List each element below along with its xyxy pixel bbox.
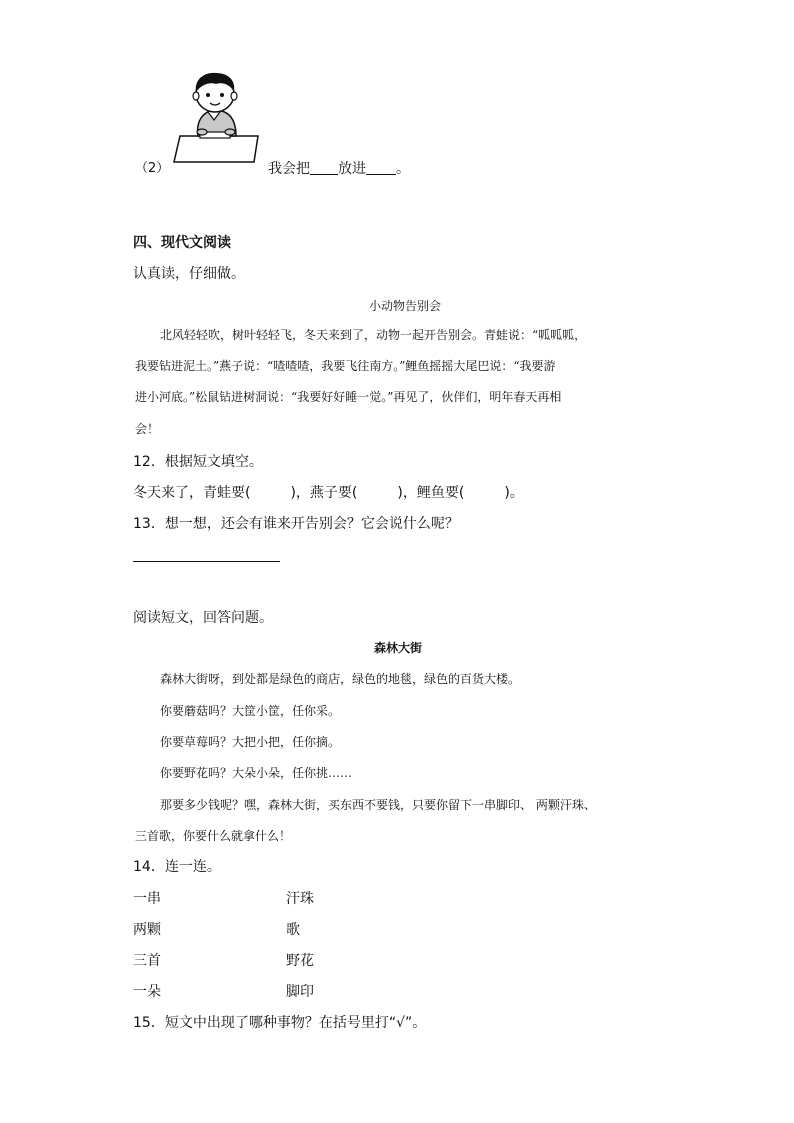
question-12-sentence [133,484,524,502]
sentence-prefix: 我会把 [268,161,310,177]
question-12-label: 12．根据短文填空。 [133,454,263,470]
match-right-item[interactable]: 野花 [286,953,314,969]
match-right-item[interactable]: 脚印 [286,984,314,1000]
answer-line[interactable] [133,561,280,562]
blank-2[interactable] [366,160,396,175]
passage-line: 北风轻轻吹，树叶轻轻飞，冬天来到了，动物一起开告别会。青蛙说：“呱呱呱， [160,328,587,342]
passage-title: 小动物告别会 [369,299,442,313]
question-13-label: 13．想一想，还会有谁来开告别会？它会说什么呢？ [133,516,459,532]
match-left-item[interactable]: 一串 [133,891,161,907]
passage-line: 三首歌，你要什么就拿什么！ [135,829,292,843]
passage-line: 你要草莓吗？大把小把，任你摘。 [160,735,341,749]
question-15-label: 15．短文中出现了哪种事物？在括号里打“√”。 [133,1015,427,1031]
match-left-item[interactable]: 一朵 [133,984,161,1000]
fill-in-sentence [268,160,410,178]
q12-seg3: )，鲤鱼要( [397,485,465,501]
passage-title: 森林大街 [374,641,423,655]
match-right-item[interactable]: 汗珠 [286,891,314,907]
sentence-suffix: 。 [396,161,410,177]
reading-instruction: 阅读短文，回答问题。 [133,610,273,626]
blank-1[interactable] [310,160,338,175]
passage-line: 你要野花吗？大朵小朵，任你挑…… [160,766,353,780]
boy-reading-icon [170,70,262,166]
passage-line: 进小河底。”松鼠钻进树洞说：“我要好好睡一觉。”再见了，伙伴们，明年春天再相 [135,390,562,404]
passage-line: 森林大街呀，到处都是绿色的商店，绿色的地毯，绿色的百货大楼。 [160,672,521,686]
match-left-item[interactable]: 两颗 [133,922,161,938]
match-right-item[interactable]: 歌 [286,922,300,938]
sentence-middle: 放进 [338,161,366,177]
question-14-label: 14．连一连。 [133,859,221,875]
match-left-item[interactable]: 三首 [133,953,161,969]
item-number: （2） [135,161,170,176]
passage-line: 会！ [135,422,160,436]
passage-line: 我要钻进泥土。”燕子说：“喳喳喳，我要飞往南方。”鲤鱼摇摇大尾巴说：“我要游 [135,359,556,373]
section-heading: 四、现代文阅读 [133,235,231,251]
passage-line: 你要蘑菇吗？大筐小筐，任你采。 [160,704,341,718]
section-instruction: 认真读，仔细做。 [133,266,245,282]
passage-line: 那要多少钱呢？嘿，森林大街，买东西不要钱，只要你留下一串脚印、 两颗汗珠、 [160,798,596,812]
q12-seg1: 冬天来了，青蛙要( [133,485,251,501]
q12-seg2: )，燕子要( [290,485,358,501]
q12-seg4: )。 [504,485,524,501]
